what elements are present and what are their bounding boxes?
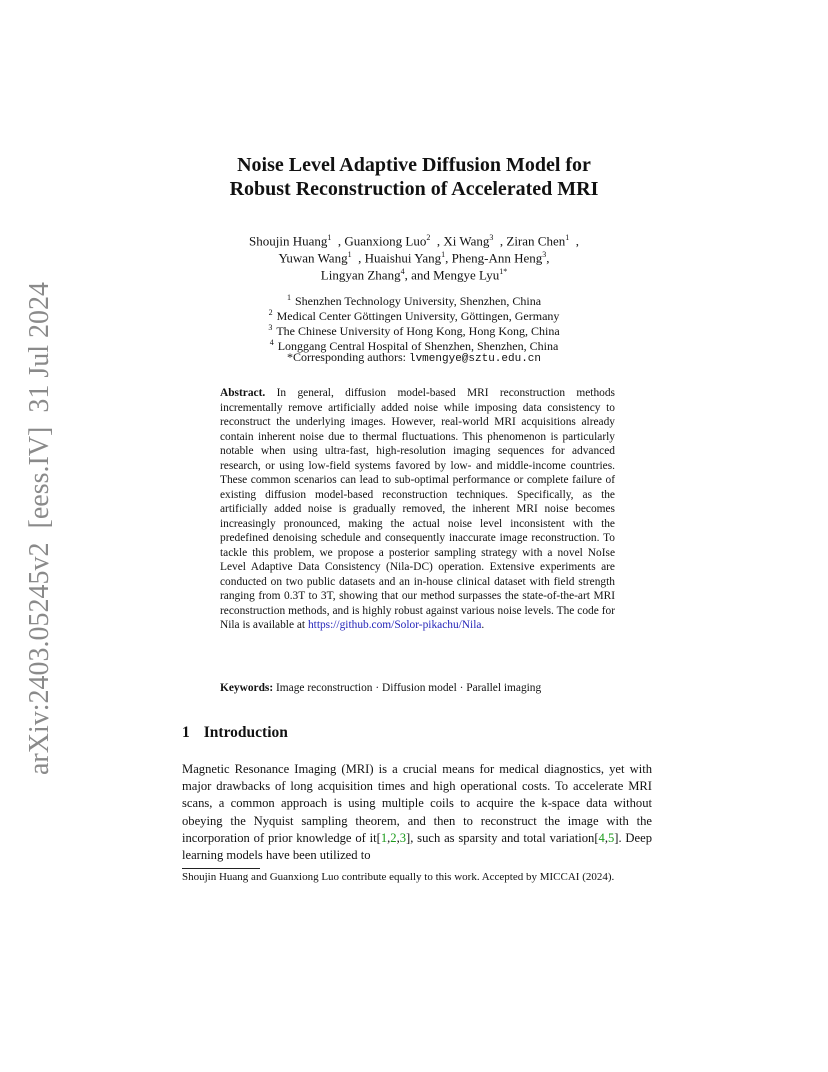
author-line-1: Shoujin Huang$^1$ , Guanxiong Luo$^2$ , Xi Wang$^3$ , Ziran Chen$^1$ , [249,233,579,249]
section-heading [182,724,288,742]
affiliation-number: 4 [269,338,274,347]
author-affiliation: 4 [400,267,405,276]
intro-text-3: ]. Deep learning models have been utilized to [182,830,653,863]
code-repository-link[interactable]: https://github.com/Solor-pikachu/Nila [307,619,482,631]
author-affiliation: 1 [327,233,332,242]
citation-separator: , [604,830,608,845]
author-line-2: Yuwan Wang$^1$ , Huaishui Yang$^1$, Pheng-Ann Heng$^3$, [278,250,550,266]
author-affiliation: 1 [347,250,352,259]
arxiv-category: [eess.IV] [24,426,55,529]
intro-text-2: ], such as sparsity and total variation[ [406,830,599,845]
footnote: Shoujin Huang and Guanxiong Luo contribute equally to this work. Accepted by MICCAI (2024). [182,871,615,883]
keywords-text: Image reconstruction · Diffusion model · Parallel imaging [276,682,542,694]
citation-separator: , [396,830,400,845]
affiliation-text: Shenzhen Technology University, Shenzhen, China [294,294,542,308]
arxiv-date: 31 Jul 2024 [24,281,55,413]
author-name: Huaishui Yang [364,250,442,266]
citation-link[interactable]: 2 [390,830,397,845]
affiliation-number: 1 [286,293,291,302]
affiliation-text: The Chinese University of Hong Kong, Hong Kong, China [276,324,560,338]
author-affiliation: 1 [441,250,446,259]
author-name: Pheng-Ann Heng [451,250,543,266]
footnote-divider [182,868,260,869]
author-affiliation: 1 [565,233,570,242]
citation-link[interactable]: 4 [598,830,605,845]
abstract-heading: Abstract. [220,387,266,399]
section-number: 1 [182,724,190,741]
corresponding-email[interactable]: lvmengye@sztu.edu.cn [408,353,542,365]
introduction-paragraph [182,761,652,864]
author-name: Xi Wang [443,233,490,249]
author-name: Lingyan Zhang [320,267,401,283]
paper-title-line-2: Robust Reconstruction of Accelerated MRI [229,178,599,200]
author-affiliation: 2 [426,233,431,242]
author-name: Guanxiong Luo [344,233,427,249]
citation-separator: , [387,830,391,845]
abstract [220,386,615,633]
affiliation-number: 2 [268,308,273,317]
keywords [220,681,640,696]
section-title: Introduction [203,724,288,741]
intro-text-1: Magnetic Resonance Imaging (MRI) is a crucial means for medical diagnostics, yet with major drawbacks of long acquisition times and high operational costs. To accelerate MRI scans, a common approach is using multiple coils to acquire the k-space data without obeying the Nyquist sampling theorem, and then to reconstruct the image with the incorporation of prior knowledge of it[ [182,762,652,845]
author-affiliation: 3 [542,250,547,259]
author-affiliation: 1* [499,267,508,276]
abstract-text: In general, diffusion model-based MRI reconstruction methods incrementally remove artificially added noise while imposing data consistency to reconstruct the underlying images. However, real-world MRI acquisitions already contain inherent noise due to thermal fluctuations. This phenomenon is particularly notable when using ultra-fast, high-resolution imaging sequences for advanced research, or using low-field systems favored by low- and middle-income countries. These common scenarios can lead to sub-optimal performance or complete failure of existing diffusion model-based reconstruction techniques. Specifically, as the artificially added noise is gradually removed, the inherent MRI noise becomes increasingly pronounced, making the actual noise level inconsistent with the predefined denoising schedule and consequently inaccurate image reconstruction. To tackle this problem, we propose a posterior sampling strategy with a novel NoIse Level Adaptive Data Consistency (Nila-DC) operation. Extensive experiments are conducted on two public datasets and an in-house clinical dataset with field strength ranging from 0.3T to 3T, showing that our method surpasses the state-of-the-art MRI reconstruction methods, and is highly robust against various noise levels. The code for Nila is available at [220,387,615,631]
affiliation-text: Medical Center Göttingen University, Göttingen, Germany [276,309,560,323]
author-name: Yuwan Wang [278,250,348,266]
keywords-label: Keywords: [220,682,274,694]
abstract-end: . [481,619,485,631]
author-name: Ziran Chen [506,233,566,249]
citation-link[interactable]: 1 [380,830,388,845]
paper-title-line-1: Noise Level Adaptive Diffusion Model for [237,154,591,176]
author-line-3: Lingyan Zhang$^4$, and Mengye Lyu$^{1*}$ [320,267,508,283]
affiliation-text: Longgang Central Hospital of Shenzhen, Shenzhen, China [277,339,559,353]
affiliation-number: 3 [268,323,273,332]
corresponding-author-line [0,350,828,367]
corresponding-label: *Corresponding authors: [286,350,406,364]
author-affiliation: 3 [489,233,494,242]
citation-link[interactable]: 3 [399,830,407,845]
author-name: Shoujin Huang [249,233,328,249]
author-name: Mengye Lyu [433,267,500,283]
arxiv-id: arXiv:2403.05245v2 [24,542,55,775]
citation-link[interactable]: 5 [607,830,615,845]
